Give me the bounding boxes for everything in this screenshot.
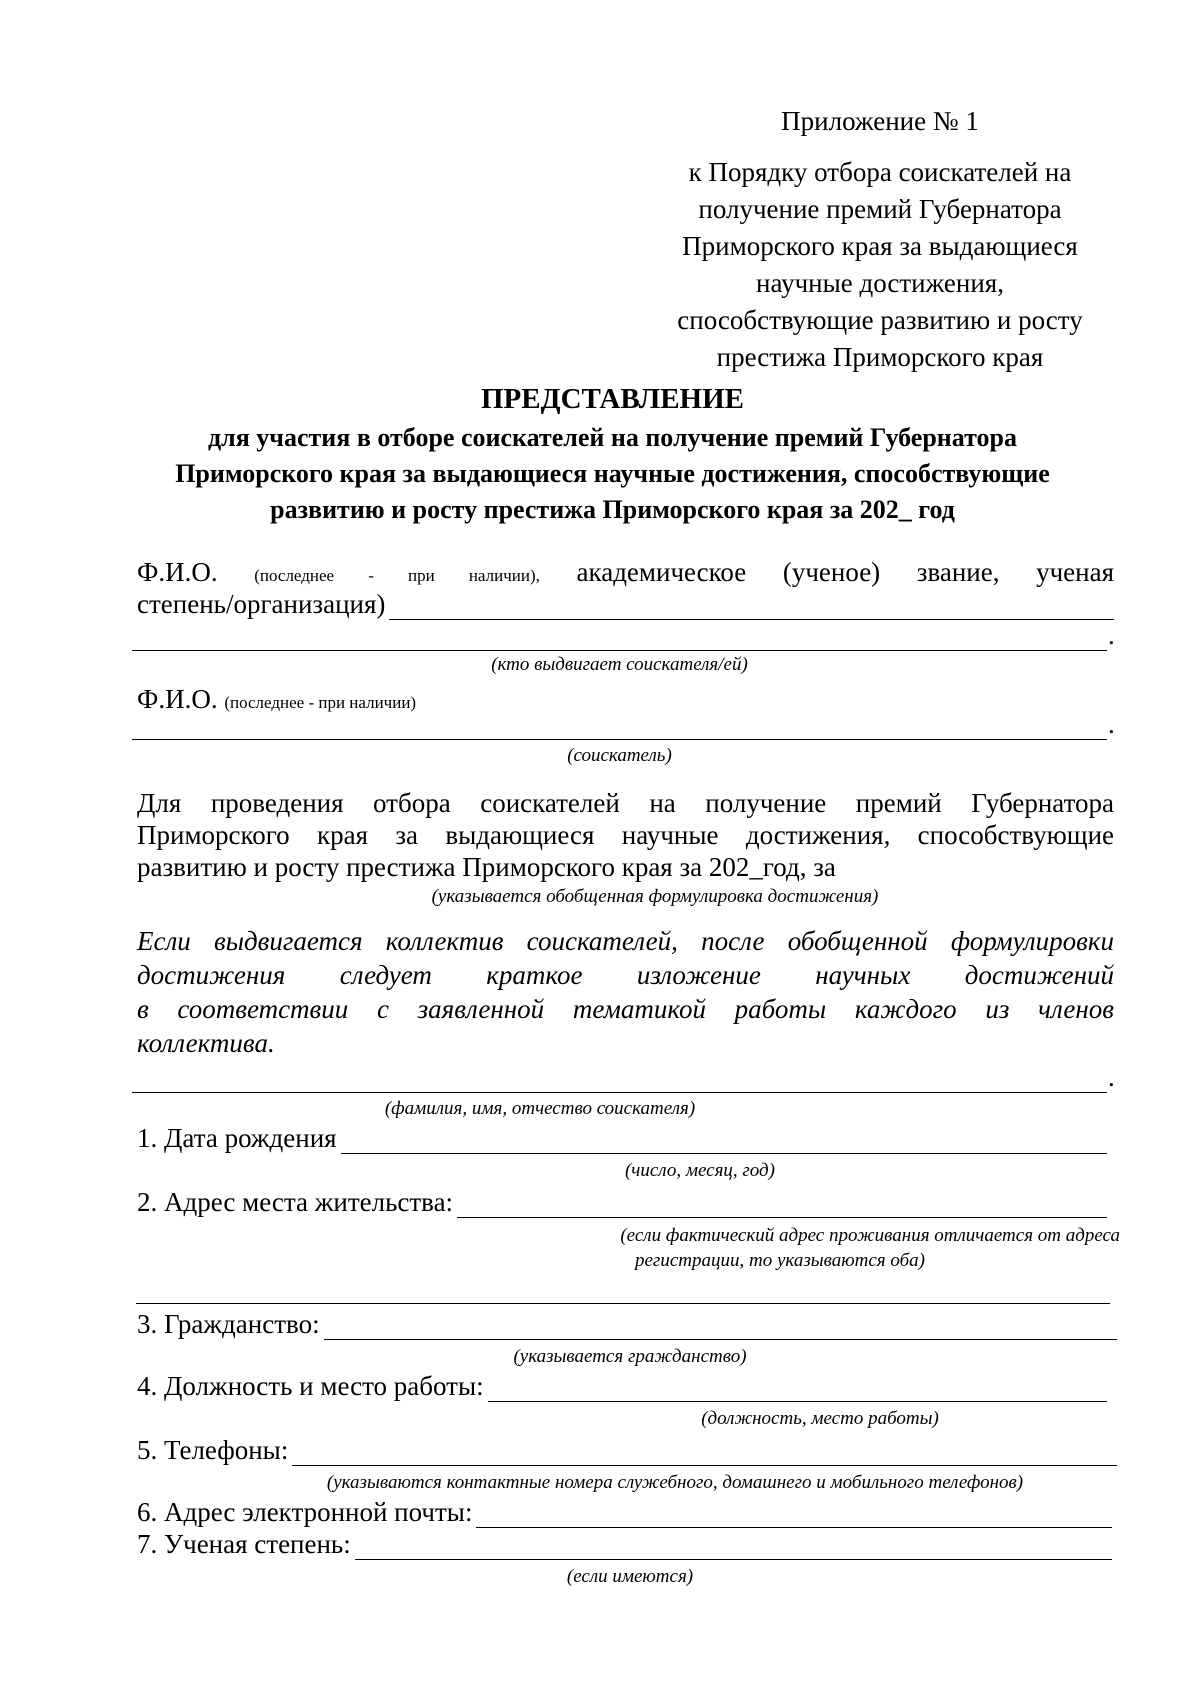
subtitle-line: для участия в отборе соискателей на получение премий Губернатора <box>208 423 1017 452</box>
collective-line: в соответствии с заявленной тематикой работы каждого из членов <box>137 994 1114 1024</box>
nominator-line-2 <box>137 588 1114 620</box>
address-hint-2: регистрации, то указываются оба) <box>635 1250 925 1271</box>
appendix-line: Приморского края за выдающиеся <box>682 231 1078 261</box>
purpose-paragraph <box>137 787 1114 883</box>
degree-hint: (если имеются) <box>566 1566 694 1587</box>
citizenship-field <box>137 1308 1117 1340</box>
address-input[interactable] <box>457 1193 1107 1218</box>
nominator-fio-label: Ф.И.О. <box>137 557 218 587</box>
email-field <box>137 1496 1112 1528</box>
candidate-hint: (соискатель) <box>567 745 672 766</box>
candidate-fio-note: (последнее - при наличии) <box>224 693 417 712</box>
collective-line: коллектива. <box>137 1028 275 1058</box>
collective-paragraph <box>137 924 1114 1060</box>
collective-line: Если выдвигается коллектив соискателей, после обобщенной формулировки <box>137 926 1114 956</box>
appendix-line: к Порядку отбора соискателей на <box>688 157 1072 187</box>
address-extra-input[interactable] <box>136 1303 1110 1304</box>
job-hint: (должность, место работы) <box>701 1408 939 1429</box>
document-title: ПРЕДСТАВЛЕНИЕ <box>481 383 744 415</box>
address-hint-1: (если фактический адрес проживания отличается от адреса <box>620 1225 1120 1246</box>
subtitle-line: развитию и росту престижа Приморского края за 202_ год <box>270 495 955 524</box>
candidate-fio-label: Ф.И.О. <box>137 684 218 714</box>
appendix-number: Приложение № 1 <box>781 106 979 136</box>
phones-hint: (указываются контактные номера служебного, домашнего и мобильного телефонов) <box>326 1472 1024 1493</box>
citizenship-hint: (указывается гражданство) <box>513 1346 747 1367</box>
nominator-line-1 <box>137 556 1114 592</box>
appendix-line: научные достижения, <box>756 268 1004 298</box>
birth-hint: (число, месяц, год) <box>624 1160 775 1181</box>
collective-line: достижения следует краткое изложение научных достижений <box>137 960 1114 990</box>
birth-label: 1. Дата рождения <box>137 1123 337 1153</box>
birth-input[interactable] <box>341 1129 1107 1154</box>
citizenship-label: 3. Гражданство: <box>137 1309 320 1339</box>
purpose-line: развитию и росту престижа Приморского края за 202_год, за <box>137 852 836 882</box>
period: . <box>1108 1062 1115 1092</box>
nominator-name-input[interactable] <box>132 650 1107 651</box>
candidate-name-input[interactable] <box>132 739 1107 740</box>
email-input[interactable] <box>476 1503 1112 1528</box>
document-subtitle <box>120 420 1105 528</box>
birth-field <box>137 1122 1107 1154</box>
candidate-line <box>137 683 1114 719</box>
nominator-org-input[interactable] <box>389 595 1114 620</box>
purpose-line: Для проведения отбора соискателей на получение премий Губернатора <box>137 788 1114 818</box>
email-label: 6. Адрес электронной почты: <box>137 1497 473 1527</box>
appendix-line: престижа Приморского края <box>716 342 1044 372</box>
purpose-line: Приморского края за выдающиеся научные достижения, способствующие <box>137 820 1114 850</box>
nominator-fio-note: (последнее - при наличии), <box>254 566 540 585</box>
phones-field <box>137 1434 1117 1466</box>
job-field <box>137 1370 1107 1402</box>
candidate-fullname-hint: (фамилия, имя, отчество соискателя) <box>384 1098 696 1119</box>
citizenship-input[interactable] <box>324 1315 1117 1340</box>
period: . <box>1108 709 1115 739</box>
purpose-hint: (указывается обобщенная формулировка достижения) <box>431 886 879 907</box>
degree-input[interactable] <box>355 1535 1112 1560</box>
candidate-fullname-input[interactable] <box>132 1092 1107 1093</box>
phones-input[interactable] <box>292 1441 1117 1466</box>
address-label: 2. Адрес места жительства: <box>137 1187 454 1217</box>
job-label: 4. Должность и место работы: <box>137 1371 484 1401</box>
degree-label: 7. Ученая степень: <box>137 1529 351 1559</box>
address-field <box>137 1186 1107 1218</box>
nominator-org-label: степень/организация) <box>137 589 386 619</box>
nominator-hint: (кто выдвигает соискателя/ей) <box>491 654 748 675</box>
job-input[interactable] <box>488 1377 1107 1402</box>
nominator-rest: академическое (ученое) звание, ученая <box>576 557 1115 587</box>
period: . <box>1108 620 1115 650</box>
appendix-line: способствующие развитию и росту <box>677 305 1083 335</box>
degree-field <box>137 1528 1112 1560</box>
subtitle-line: Приморского края за выдающиеся научные достижения, способствующие <box>175 459 1050 488</box>
phones-label: 5. Телефоны: <box>137 1435 289 1465</box>
appendix-line: получение премий Губернатора <box>698 194 1062 224</box>
appendix-text <box>640 154 1120 376</box>
